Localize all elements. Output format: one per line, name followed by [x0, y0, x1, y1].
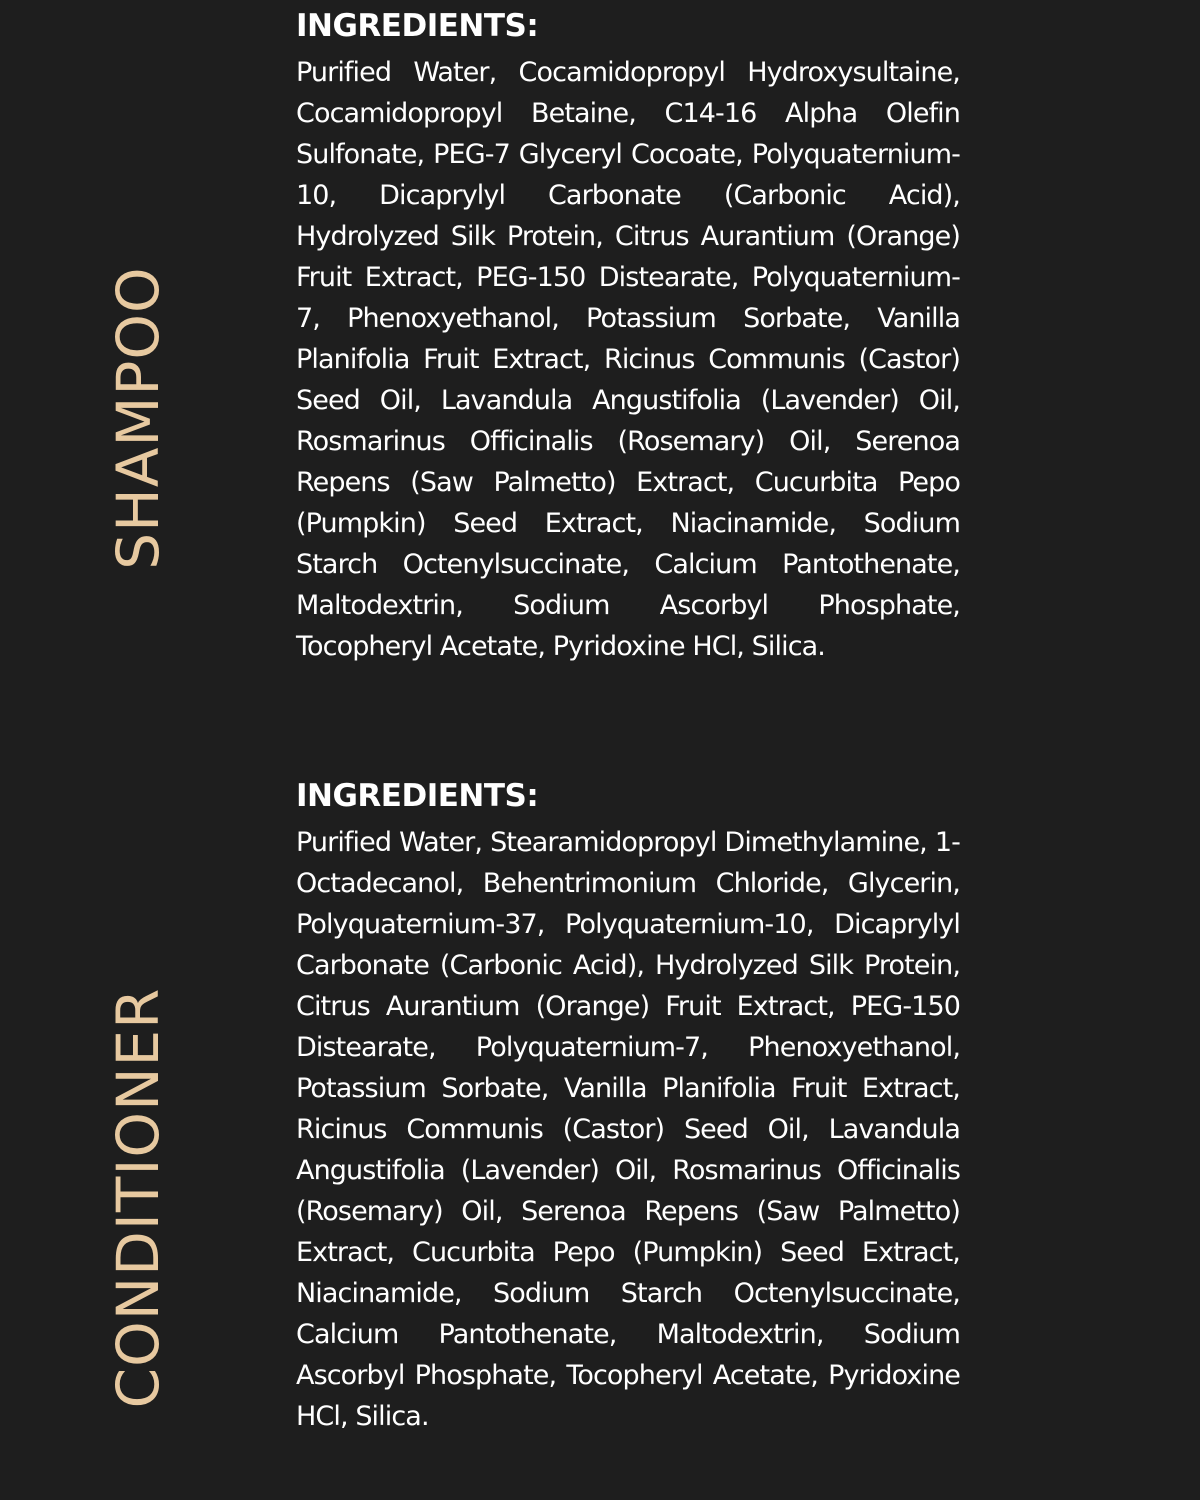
- shampoo-label: SHAMPOO: [104, 266, 172, 570]
- shampoo-section: [0, 0, 1200, 740]
- shampoo-ingredients-list: Purified Water, Cocamidopropyl Hydroxysultaine, Cocamidopropyl Betaine, C14-16 Alpha Olefin Sulfonate, PEG-7 Glyceryl Cocoate, Polyquaternium-10, Dicaprylyl Carbonate (Carbonic Acid), Hydrolyzed Silk Protein, Citrus Aurantium (Orange) Fruit Extract, PEG-150 Distearate, Polyquaternium-7, Phenoxyethanol, Potassium Sorbate, Vanilla Planifolia Fruit Extract, Ricinus Communis (Castor) Seed Oil, Lavandula Angustifolia (Lavender) Oil, Rosmarinus Officinalis (Rosemary) Oil, Serenoa Repens (Saw Palmetto) Extract, Cucurbita Pepo (Pumpkin) Seed Extract, Niacinamide, Sodium Starch Octenylsuccinate, Calcium Pantothenate, Maltodextrin, Sodium Ascorbyl Phosphate, Tocopheryl Acetate, Pyridoxine HCl, Silica.: [296, 57, 960, 662]
- conditioner-ingredients-block: [296, 776, 960, 1437]
- shampoo-ingredients-block: [296, 6, 960, 667]
- shampoo-ingredients-heading: INGREDIENTS:: [296, 8, 539, 44]
- conditioner-ingredients-list: Purified Water, Stearamidopropyl Dimethylamine, 1-Octadecanol, Behentrimonium Chloride, Glycerin, Polyquaternium-37, Polyquaternium-10, Dicaprylyl Carbonate (Carbonic Acid), Hydrolyzed Silk Protein, Citrus Aurantium (Orange) Fruit Extract, PEG-150 Distearate, Polyquaternium-7, Phenoxyethanol, Potassium Sorbate, Vanilla Planifolia Fruit Extract, Ricinus Communis (Castor) Seed Oil, Lavandula Angustifolia (Lavender) Oil, Rosmarinus Officinalis (Rosemary) Oil, Serenoa Repens (Saw Palmetto) Extract, Cucurbita Pepo (Pumpkin) Seed Extract, Niacinamide, Sodium Starch Octenylsuccinate, Calcium Pantothenate, Maltodextrin, Sodium Ascorbyl Phosphate, Tocopheryl Acetate, Pyridoxine HCl, Silica.: [296, 827, 960, 1432]
- conditioner-ingredients-heading: INGREDIENTS:: [296, 778, 539, 814]
- conditioner-section: [0, 768, 1200, 1500]
- conditioner-label: CONDITIONER: [104, 987, 172, 1409]
